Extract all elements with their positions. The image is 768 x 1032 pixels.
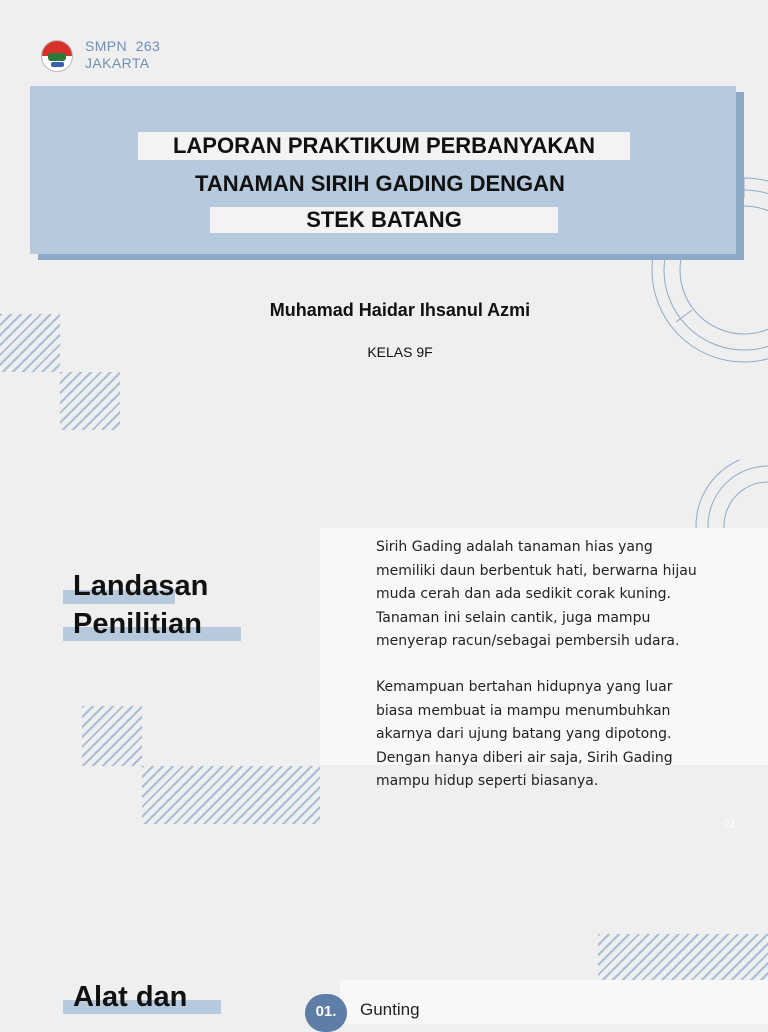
hatch-decoration-4: [142, 766, 320, 824]
hatch-decoration-3: [82, 706, 142, 766]
paragraph-1-line: Sirih Gading adalah tanaman hias yang: [376, 539, 653, 555]
section-title-alat: Alat dan: [73, 981, 188, 1013]
paragraph-2-line: biasa membuat ia mampu menumbuhkan: [376, 702, 671, 719]
school-name-line1: SMPN 263: [85, 38, 161, 54]
title-line-1: LAPORAN PRAKTIKUM PERBANYAKAN: [138, 132, 630, 160]
paragraph-1-line: Tanaman ini selain cantik, juga mampu: [376, 609, 651, 626]
page-number: 02: [723, 818, 736, 830]
section-title-line1: Landasan: [73, 570, 209, 602]
title-line-2: TANAMAN SIRIH GADING DENGAN: [195, 171, 565, 196]
paragraph-2-line: akarnya dari ujung batang yang dipotong.: [376, 726, 672, 742]
school-name: [85, 38, 160, 72]
paragraph-2-line: Dengan hanya diberi air saja, Sirih Gading: [376, 749, 673, 766]
paragraph-1-line: menyerap racun/sebagai pembersih udara.: [376, 633, 680, 649]
paragraph-1: [376, 536, 716, 654]
paragraph-2: [376, 676, 716, 794]
hatch-decoration-2: [60, 372, 120, 430]
item-number-badge: 01.: [305, 994, 347, 1032]
hatch-decoration-1: [0, 314, 60, 372]
class-label: KELAS 9F: [367, 344, 433, 360]
section-title-landasan: [73, 567, 208, 643]
paragraph-1-line: muda cerah dan ada sedikit corak kuning.: [376, 586, 671, 602]
paragraph-2-line: Kemampuan bertahan hidupnya yang luar: [376, 679, 673, 695]
section-title-line2: Penilitian: [73, 608, 202, 640]
paragraph-1-line: memiliki daun berbentuk hati, berwarna hijau: [376, 562, 697, 579]
school-emblem-icon: [41, 40, 73, 72]
item-label-gunting: Gunting: [360, 1000, 420, 1019]
paragraph-2-line: mampu hidup seperti biasanya.: [376, 773, 599, 789]
author-name: Muhamad Haidar Ihsanul Azmi: [269, 300, 531, 320]
title-line-3: STEK BATANG: [210, 207, 558, 233]
school-name-line2: JAKARTA: [85, 55, 150, 71]
